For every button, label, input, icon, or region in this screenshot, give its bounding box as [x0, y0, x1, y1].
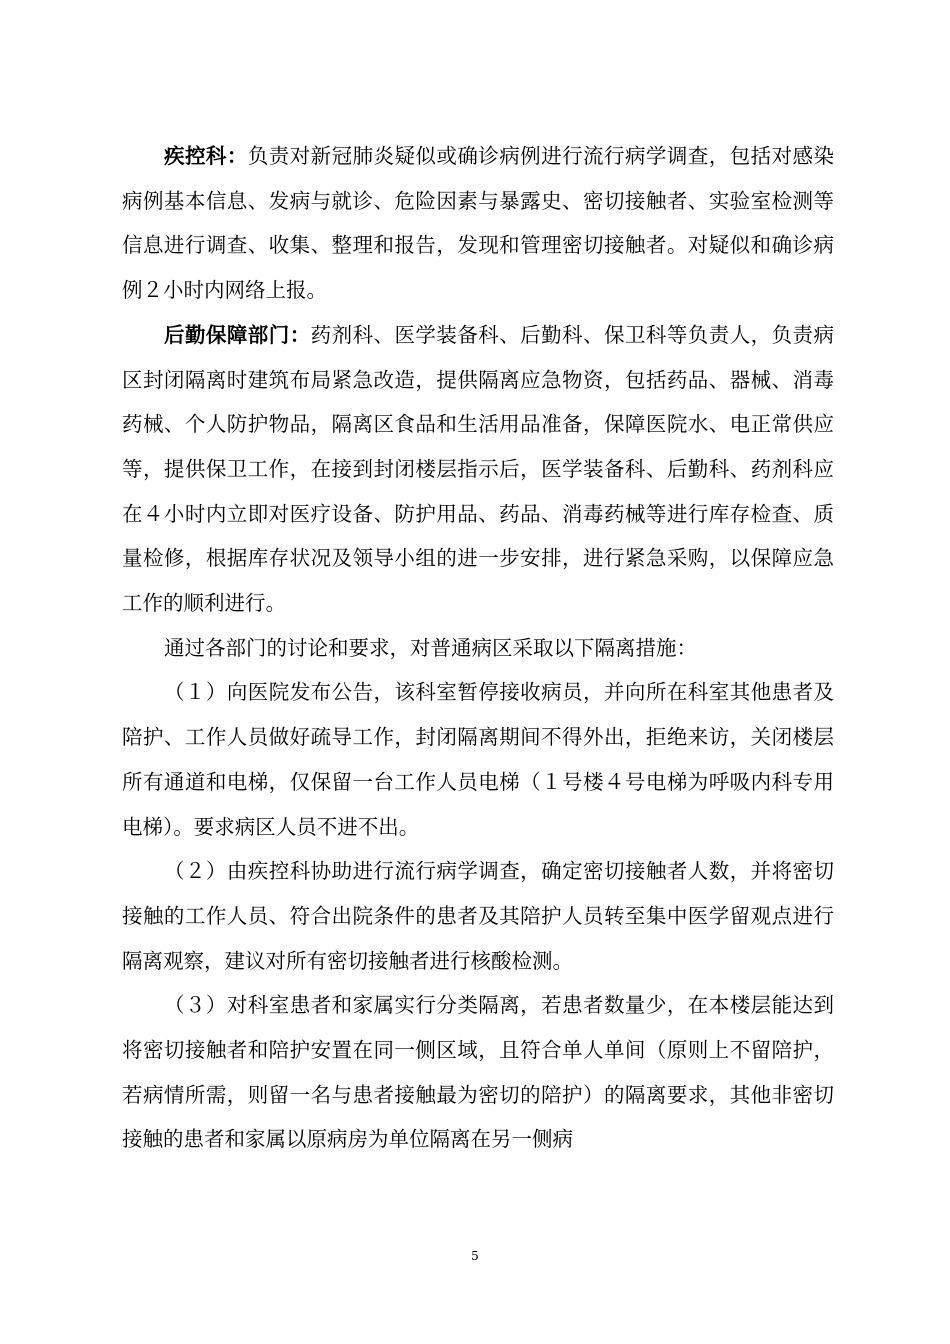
- document-body: [122, 134, 834, 1162]
- paragraph-measure-2: [122, 849, 834, 983]
- paragraph-measure-1: [122, 670, 834, 849]
- page-number: 5: [471, 1249, 479, 1263]
- paragraph-text: 通过各部门的讨论和要求，对普通病区采取以下隔离措施：: [164, 635, 697, 660]
- paragraph-text: （２）由疾控科协助进行流行病学调查，确定密切接触者人数，并将密切接触的工作人员、符合出院条件的患者及其陪护人员转至集中医学留观点进行隔离观察，建议对所有密切接触者进行核酸检测。: [122, 859, 834, 973]
- paragraph-text: （３）对科室患者和家属实行分类隔离，若患者数量少，在本楼层能达到将密切接触者和陪护安置在同一侧区域，且符合单人单间（原则上不留陪护，若病情所需，则留一名与患者接触最为密切的陪护）的隔离要求，其他非密切接触的患者和家属以原病房为单位隔离在另一侧病: [122, 993, 834, 1152]
- paragraph-measure-3: [122, 983, 834, 1162]
- paragraph-text: 负责对新冠肺炎疑似或确诊病例进行流行病学调查，包括对感染病例基本信息、发病与就诊、危险因素与暴露史、密切接触者、实验室检测等信息进行调查、收集、整理和报告，发现和管理密切接触者。对疑似和确诊病例２小时内网络上报。: [122, 144, 835, 303]
- paragraph-logistics: [122, 313, 834, 626]
- paragraph-measures-intro: [122, 626, 834, 671]
- paragraph-disease-control: [122, 134, 834, 313]
- paragraph-text: 药剂科、医学装备科、后勤科、保卫科等负责人，负责病区封闭隔离时建筑布局紧急改造，提供隔离应急物资，包括药品、器械、消毒药械、个人防护物品，隔离区食品和生活用品准备，保障医院水、电正常供应等，提供保卫工作，在接到封闭楼层指示后，医学装备科、后勤科、药剂科应在４小时内立即对医疗设备、防护用品、药品、消毒药械等进行库存检查、质量检修，根据库存状况及领导小组的进一步安排，进行紧急采购，以保障应急工作的顺利进行。: [122, 322, 835, 616]
- paragraph-lead: 后勤保障部门：: [164, 322, 311, 347]
- paragraph-text: （１）向医院发布公告，该科室暂停接收病员，并向所在科室其他患者及陪护、工作人员做好疏导工作，封闭隔离期间不得外出，拒绝来访，关闭楼层所有通道和电梯，仅保留一台工作人员电梯（１号楼４号电梯为呼吸内科专用电梯）。要求病区人员不进不出。: [122, 680, 834, 839]
- paragraph-lead: 疾控科：: [164, 144, 248, 168]
